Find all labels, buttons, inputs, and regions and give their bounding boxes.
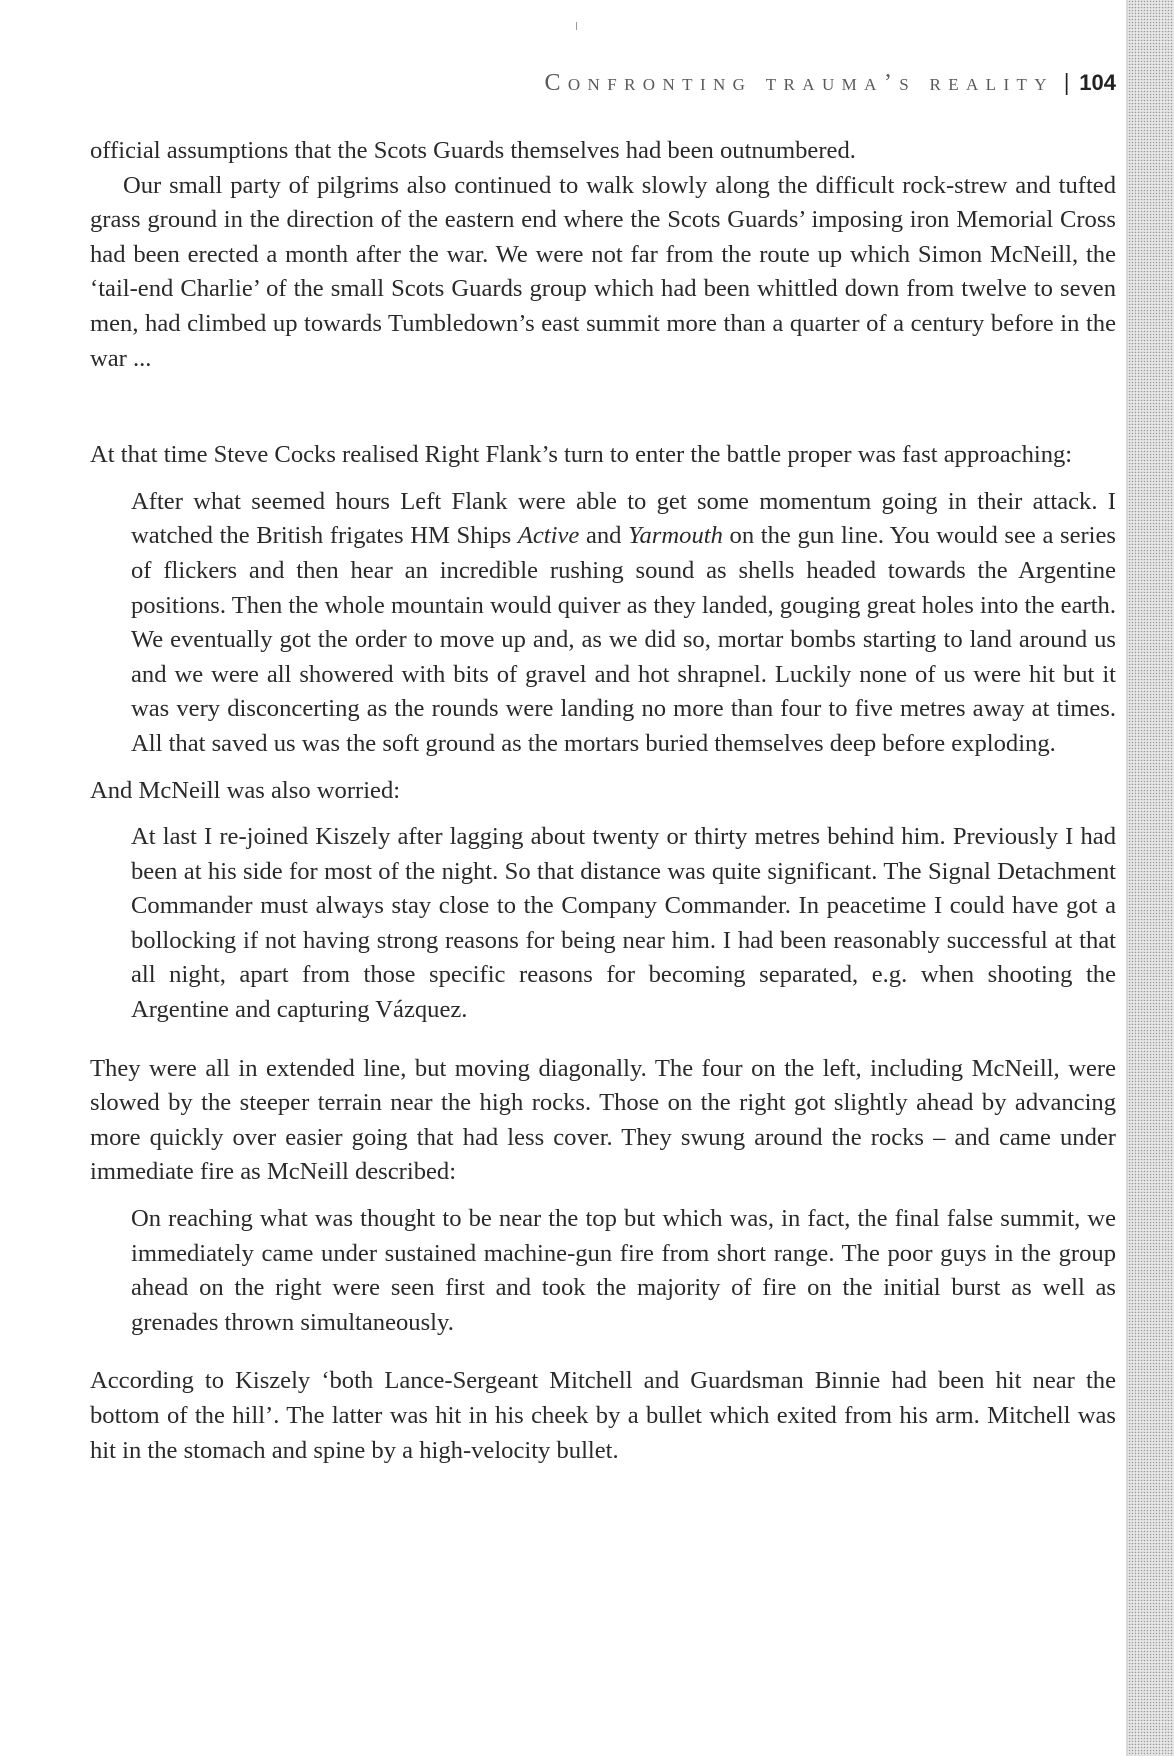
running-header [544,70,1116,97]
paragraph-extended-line: They were all in extended line, but moving diagonally. The four on the left, including McNeill, were slowed by the steeper terrain near the high rocks. Those on the right got slightly ahead by advancing more quickly over easier going that had less cover. They swung around the rocks – and came under immediate fire as McNeill described: [90,1054,1116,1186]
quote-text: and [579,522,629,550]
header-separator: | [1063,70,1070,96]
page-number: 104 [1079,70,1116,95]
quote-text: After what seemed hours Left Flank were able to get some momentum going in their attack. I watched the British frigates HM Ships [131,487,1116,550]
paragraph-pilgrims: Our small party of pilgrims also continued to walk slowly along the difficult rock-strew and tufted grass ground in the direction of the eastern end where the Scots Guards’ imposing iron Memorial Cross had been erected a month after the war. We were not far from the route up which Simon McNeill, the ‘tail-end Charlie’ of the small Scots Guards group which had been whittled down from twelve to seven men, had climbed up towards Tumbledown’s east summit more than a quarter of a century before in the war ... [90,171,1116,372]
paragraph-continued: official assumptions that the Scots Guards themselves had been outnumbered. [90,137,856,164]
body-text [90,134,1116,1468]
ship-name-active: Active [517,522,580,550]
block-quote-mcneill-kiszely: At last I re-joined Kiszely after lagging about twenty or thirty metres behind him. Previously I had been at his side for most of the night. So that distance was quite significant. The Signal Detachment Commander must always stay close to the Company Commander. In peacetime I could have got a bollocking if not having strong reasons for being near him. I had been reasonably successful at that all night, apart from those specific reasons for becoming separated, e.g. when shooting the Argentine and capturing Vázquez. [131,823,1116,1024]
block-quote-mcneill-summit: On reaching what was thought to be near the top but which was, in fact, the final false summit, we immediately came under sustained machine-gun fire from short range. The poor guys in the group ahead on the right were seen first and took the majority of fire on the initial burst as well as grenades thrown simultaneously. [131,1205,1116,1336]
paragraph-kiszely: According to Kiszely ‘both Lance-Sergeant Mitchell and Guardsman Binnie had been hit near the bottom of the hill’. The latter was hit in his cheek by a bullet which exited from his arm. Mitchell was hit in the stomach and spine by a high-velocity bullet. [90,1367,1116,1464]
block-quote-cocks [131,485,1116,762]
running-title: Confronting trauma’s reality [544,70,1054,96]
quote-text: on the gun line. You would see a series of flickers and then hear an incredible rushing sound as shells headed towards the Argentine positions. Then the whole mountain would quiver as they landed, gouging great holes into the earth. We eventually got the order to move up and, as we did so, mortar bombs starting to land around us and we were all showered with bits of gravel and hot shrapnel. Luckily none of us were hit but it was very disconcerting as the rounds were landing no more than four to five metres away at times. All that saved us was the soft ground as the mortars buried themselves deep before exploding. [131,522,1116,757]
page-gutter-texture [1128,0,1174,1756]
ship-name-yarmouth: Yarmouth [628,522,723,550]
paragraph-steve-cocks: At that time Steve Cocks realised Right Flank’s turn to enter the battle proper was fast approaching: [90,441,1073,469]
scan-tick-mark [576,22,577,30]
paragraph-mcneill-worried: And McNeill was also worried: [90,776,401,804]
